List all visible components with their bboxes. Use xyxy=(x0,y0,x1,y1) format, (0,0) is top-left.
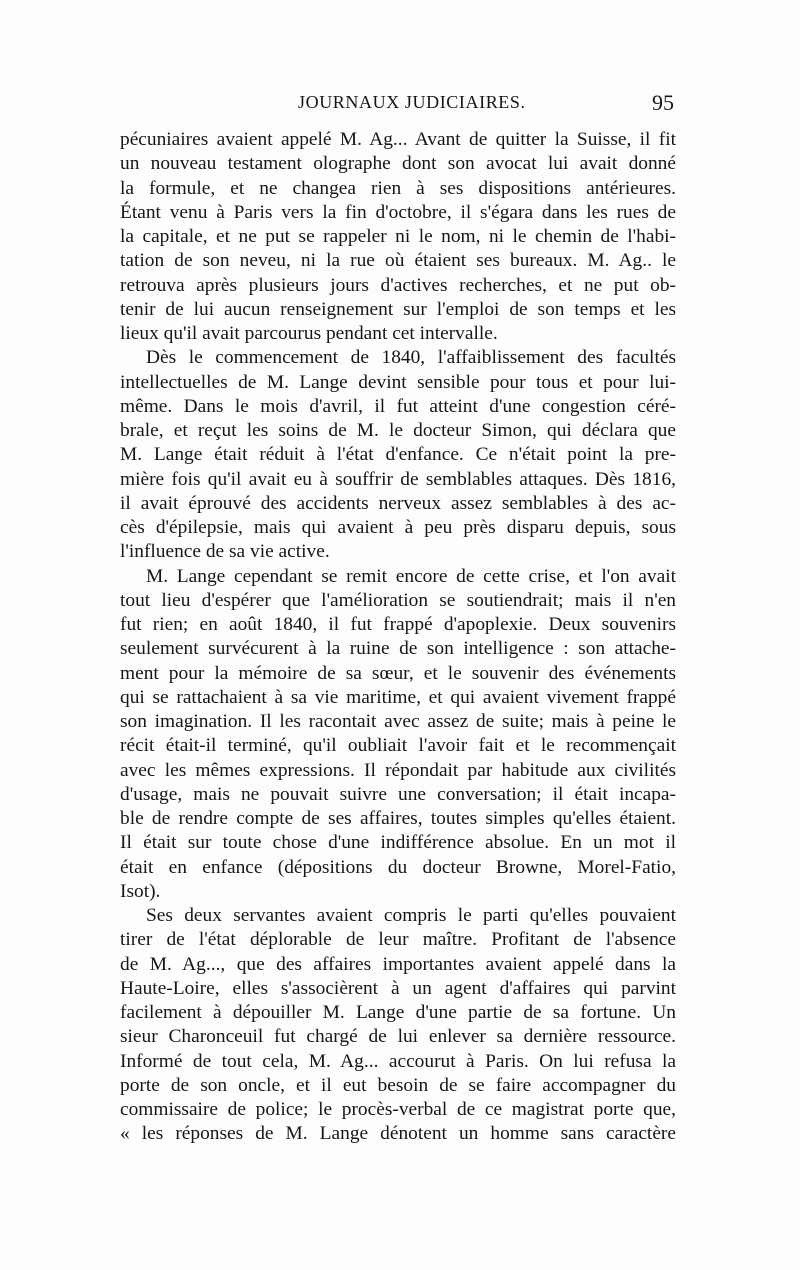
text-line: « les réponses de M. Lange dénotent un homme sans caractère xyxy=(120,1123,676,1145)
running-title: JOURNAUX JUDICIAIRES. xyxy=(298,92,526,112)
running-head xyxy=(120,92,676,118)
text-line: tation de son neveu, ni la rue où étaient ses bureaux. M. Ag.. le xyxy=(120,250,676,272)
text-line: son imagination. Il les racontait avec assez de suite; mais à peine le xyxy=(120,711,676,732)
paragraph-end-line: lieux qu'il avait parcourus pendant cet intervalle. xyxy=(120,323,498,344)
text-line: cès d'épilepsie, mais qui avaient à peu près disparu depuis, sous xyxy=(120,517,676,538)
text-line: ble de rendre compte de ses affaires, toutes simples qu'elles étaient. xyxy=(120,808,676,829)
text-line: un nouveau testament olographe dont son avocat lui avait donné xyxy=(120,153,676,175)
text-line: tirer de l'état déplorable de leur maître. Profitant de l'absence xyxy=(120,929,676,951)
text-line: qui se rattachaient à sa vie maritime, et qui avaient vivement frappé xyxy=(120,686,676,708)
text-line: commissaire de police; le procès-verbal de ce magistrat porte que, xyxy=(120,1099,676,1120)
text-line: la formule, et ne changea rien à ses dispositions antérieures. xyxy=(120,177,676,199)
paragraph-end-line: l'influence de sa vie active. xyxy=(120,541,330,563)
text-line: sieur Charonceuil fut chargé de lui enlever sa dernière ressource. xyxy=(120,1026,676,1048)
text-line: seulement survécurent à la ruine de son intelligence : son attache- xyxy=(120,638,676,660)
text-line: tout lieu d'espérer que l'amélioration se soutiendrait; mais il n'en xyxy=(120,589,676,611)
paragraph-first-line: Ses deux servantes avaient compris le parti qu'elles pouvaient xyxy=(146,905,676,926)
paragraph-end-line: Isot). xyxy=(120,880,161,902)
text-line: avec les mêmes expressions. Il répondait par habitude aux civilités xyxy=(120,759,676,781)
text-line: brale, et reçut les soins de M. le docteur Simon, qui déclara que xyxy=(120,420,676,441)
text-line: ment pour la mémoire de sa sœur, et le souvenir des événements xyxy=(120,662,676,684)
text-line: Il était sur toute chose d'une indifférence absolue. En un mot il xyxy=(120,832,676,854)
text-line: la capitale, et ne put se rappeler ni le nom, ni le chemin de l'habi- xyxy=(120,226,676,247)
paragraph-first-line: M. Lange cependant se remit encore de cette crise, et l'on avait xyxy=(146,565,676,587)
text-line: porte de son oncle, et il eut besoin de se faire accompagner du xyxy=(120,1074,676,1096)
text-line: récit était-il terminé, qu'il oubliait l'avoir fait et le recommençait xyxy=(120,735,676,757)
paragraph-first-line: Dès le commencement de 1840, l'affaiblissement des facultés xyxy=(146,347,676,369)
page-number: 95 xyxy=(652,90,674,115)
text-line: facilement à dépouiller M. Lange d'une partie de sa fortune. Un xyxy=(120,1002,676,1023)
text-line: il avait éprouvé des accidents nerveux assez semblables à des ac- xyxy=(120,492,676,514)
body-text xyxy=(120,128,676,1147)
text-line: retrouva après plusieurs jours d'actives recherches, et ne put ob- xyxy=(120,274,676,296)
text-line: de M. Ag..., que des affaires importantes avaient appelé dans la xyxy=(120,953,676,975)
text-line: était en enfance (dépositions du docteur Browne, Morel-Fatio, xyxy=(120,856,676,878)
text-line: intellectuelles de M. Lange devint sensible pour tous et pour lui- xyxy=(120,371,676,393)
text-line: Étant venu à Paris vers la fin d'octobre, il s'égara dans les rues de xyxy=(120,201,676,223)
text-line: même. Dans le mois d'avril, il fut atteint d'une congestion céré- xyxy=(120,395,676,417)
text-line: fut rien; en août 1840, il fut frappé d'apoplexie. Deux souvenirs xyxy=(120,614,676,635)
text-line: mière fois qu'il avait eu à souffrir de semblables attaques. Dès 1816, xyxy=(120,468,676,490)
text-line: Informé de tout cela, M. Ag... accourut à Paris. On lui refusa la xyxy=(120,1050,676,1072)
text-line: pécuniaires avaient appelé M. Ag... Avant de quitter la Suisse, il fit xyxy=(120,129,676,150)
text-line: tenir de lui aucun renseignement sur l'emploi de son temps et les xyxy=(120,298,676,320)
text-line: M. Lange était réduit à l'état d'enfance. Ce n'était point la pre- xyxy=(120,444,676,466)
text-line: d'usage, mais ne pouvait suivre une conversation; il était incapa- xyxy=(120,783,676,805)
text-line: Haute-Loire, elles s'associèrent à un agent d'affaires qui parvint xyxy=(120,977,676,999)
